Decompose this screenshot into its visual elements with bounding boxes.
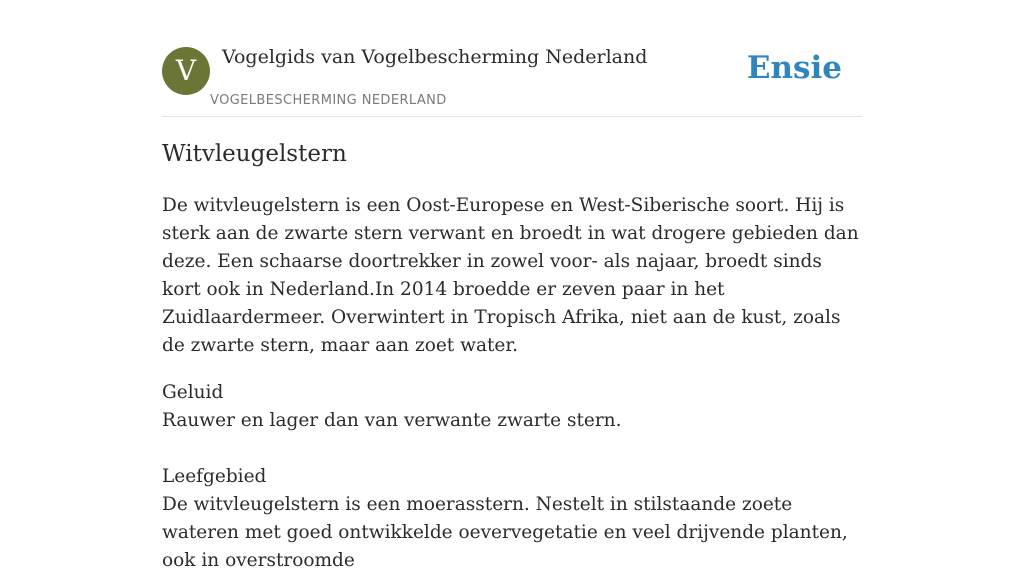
entry-intro: De witvleugelstern is een Oost-Europese en West-Siberische soort. Hij is sterk aan de zwarte stern verwant en broedt in wat drogere gebieden dan deze. Een schaarse doortrekker in zowel voor- als najaar, broedt sinds kort ook in Nederland.In 2014 broedde er zeven paar in het Zuidlaardermeer. Overwintert in Tropisch Afrika, niet aan de kust, zoals de zwarte stern, maar aan zoet water.: [162, 195, 859, 356]
source-avatar[interactable]: V: [162, 47, 210, 95]
entry-header: [162, 0, 862, 117]
section-heading: Leefgebied: [162, 466, 267, 487]
source-title[interactable]: Vogelgids van Vogelbescherming Nederland: [222, 46, 648, 68]
section-text: De witvleugelstern is een moerasstern. Nestelt in stilstaande zoete wateren met goed ontwikkelde oevervegetatie en veel drijvende planten, ook in overstroomde: [162, 494, 848, 571]
ensie-logo[interactable]: Ensie: [746, 50, 842, 86]
section-leefgebied: [162, 463, 862, 575]
section-text: Rauwer en lager dan van verwante zwarte stern.: [162, 410, 622, 431]
section-geluid: [162, 379, 862, 435]
source-subtitle[interactable]: VOGELBESCHERMING NEDERLAND: [210, 93, 447, 108]
entry-content: [162, 138, 862, 575]
section-heading: Geluid: [162, 382, 224, 403]
entry-title: Witvleugelstern: [162, 141, 347, 167]
